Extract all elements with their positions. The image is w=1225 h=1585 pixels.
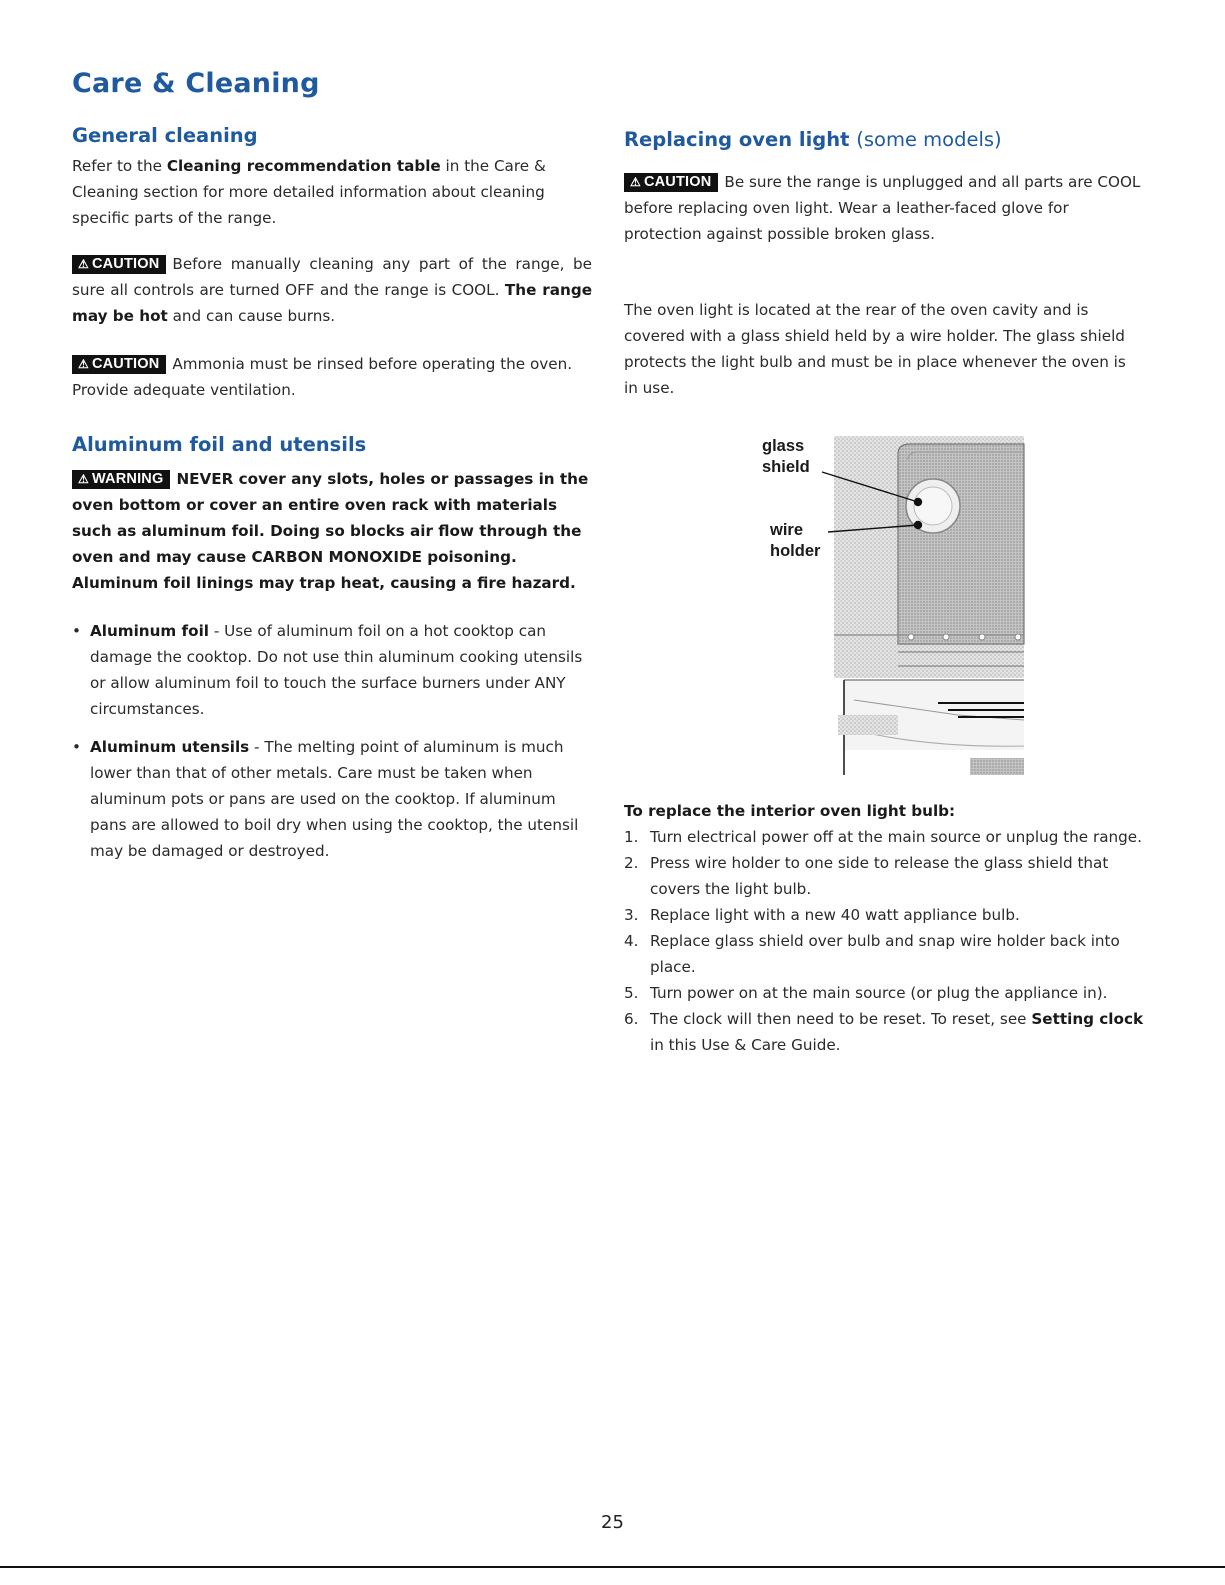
intro-text-cont: in the Care & Cleaning section for more detailed information about cleaning specific parts of the range. [72, 157, 546, 227]
glass-shield-label-line2: shield [762, 458, 810, 476]
bottom-rule [0, 1566, 1225, 1568]
list-item [624, 980, 1144, 1006]
list-item [624, 850, 1144, 902]
warning-triangle-icon: ⚠ [78, 472, 89, 486]
step-text: Replace light with a new 40 watt appliance bulb. [650, 906, 1020, 924]
page-title: Care & Cleaning [72, 68, 320, 99]
cleaning-table-ref: Cleaning recommendation table [166, 157, 441, 175]
bullet-text: - Use of aluminum foil on a hot cooktop can damage the cooktop. Do not use thin aluminum cooking utensils or allow aluminum foil to touch the surface burners under ANY circumstances. [90, 622, 583, 718]
glass-shield-label [762, 436, 810, 478]
list-item [624, 928, 1144, 980]
caution-text: Be sure the range is unplugged and all parts are COOL before replacing oven light. Wear a leather-faced glove for protection against possible broken glass. [624, 173, 1141, 243]
caution-text: Before manually cleaning any part of the range, be sure all controls are turned OFF and the range is COOL. [72, 255, 592, 299]
bullet-term: Aluminum foil [90, 622, 209, 640]
steps-heading: To replace the interior oven light bulb: [624, 802, 956, 820]
general-cleaning-heading: General cleaning [72, 124, 258, 147]
bullet-icon: • [72, 738, 81, 756]
oven-light-heading-text: Replacing oven light [624, 128, 850, 151]
caution-ammonia [72, 351, 592, 403]
caution-text: Ammonia must be rinsed before operating the oven. Provide adequate ventilation. [72, 355, 573, 399]
oven-light-heading-suffix: (some models) [856, 128, 1002, 151]
aluminum-bullet-list [72, 618, 592, 864]
steps-list [624, 824, 1144, 1058]
caution-badge-label: CAUTION [643, 174, 712, 190]
list-item [624, 824, 1144, 850]
warning-triangle-icon: ⚠ [78, 257, 89, 271]
wire-holder-label [770, 520, 820, 562]
step-number: 3. [624, 906, 639, 924]
step-number: 4. [624, 932, 639, 950]
oven-light-heading [624, 128, 1144, 151]
warning-badge-label: WARNING [91, 471, 164, 487]
glass-shield-pointer [914, 498, 922, 506]
warning-triangle-icon: ⚠ [630, 175, 641, 189]
step-text: The clock will then need to be reset. To reset, see [650, 1010, 1032, 1028]
caution-emphasis: The range may be hot [72, 281, 593, 325]
wire-holder-label-line2: holder [770, 542, 821, 560]
steps-section [624, 798, 1144, 1058]
list-item [72, 618, 592, 722]
left-column [72, 124, 592, 864]
aluminum-heading: Aluminum foil and utensils [72, 433, 367, 456]
bullet-term: Aluminum utensils [90, 738, 250, 756]
step-text: Press wire holder to one side to release the glass shield that covers the light bulb. [650, 854, 1109, 898]
wire-holder-label-line1: wire [770, 521, 804, 539]
caution-badge [72, 355, 166, 374]
caution-badge [72, 255, 166, 274]
intro-text: Refer to the [72, 157, 167, 175]
step-number: 6. [624, 1010, 639, 1028]
right-column [624, 124, 1144, 401]
list-item [624, 902, 1144, 928]
oven-light-illustration [758, 430, 1028, 775]
list-item [624, 1006, 1144, 1058]
caution-text-cont: and can cause burns. [167, 307, 336, 325]
warning-triangle-icon: ⚠ [78, 357, 89, 371]
caution-badge-label: CAUTION [91, 356, 160, 372]
caution-badge-label: CAUTION [91, 256, 160, 272]
step-text: Replace glass shield over bulb and snap wire holder back into place. [650, 932, 1120, 976]
caution-badge [624, 173, 718, 192]
setting-clock-ref: Setting clock [1031, 1010, 1144, 1028]
step-number: 1. [624, 828, 639, 846]
step-number: 2. [624, 854, 639, 872]
warning-text: NEVER cover any slots, holes or passages in the oven bottom or cover an entire oven rack with materials such as aluminum foil. Doing so blocks air flow through the oven and may cause CARBON MONOXIDE poisoning. Aluminum foil linings may trap heat, causing a fire hazard. [72, 470, 589, 592]
wire-holder-pointer [914, 521, 922, 529]
warning-badge [72, 470, 170, 489]
warning-aluminum [72, 466, 592, 596]
step-number: 5. [624, 984, 639, 1002]
step-text-cont: in this Use & Care Guide. [650, 1036, 841, 1054]
list-item [72, 734, 592, 864]
glass-shield-label-line1: glass [762, 437, 805, 455]
bullet-text: - The melting point of aluminum is much lower than that of other metals. Care must be taken when aluminum pots or pans are used on the cooktop. If aluminum pans are allowed to boil dry when using the cooktop, the utensil may be damaged or destroyed. [90, 738, 579, 860]
caution-oven-light [624, 169, 1144, 247]
general-cleaning-intro [72, 153, 592, 231]
oven-light-diagram [758, 430, 1028, 775]
page-number: 25 [601, 1512, 624, 1533]
step-text: Turn power on at the main source (or plug the appliance in). [650, 984, 1108, 1002]
bullet-icon: • [72, 622, 81, 640]
step-text: Turn electrical power off at the main source or unplug the range. [650, 828, 1142, 846]
oven-light-description: The oven light is located at the rear of the oven cavity and is covered with a glass shield held by a wire holder. The glass shield protects the light bulb and must be in place whenever the oven is in use. [624, 301, 1126, 397]
caution-manual-cleaning [72, 251, 592, 329]
